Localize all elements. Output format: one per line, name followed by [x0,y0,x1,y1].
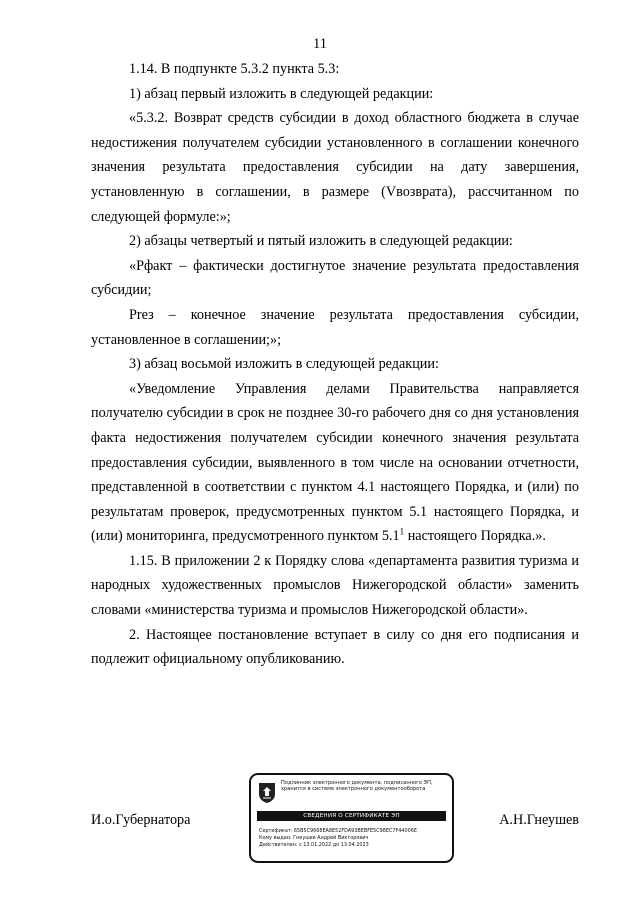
paragraph-item-1: 1) абзац первый изложить в следующей редакции: [129,85,434,102]
paragraph-item-2: 2) абзацы четвертый и пятый изложить в следующей редакции: [129,233,513,250]
notification-text: «Уведомление Управления делами Правительства направляется получателю субсидии в срок не позднее 30-го рабочего дня со дня установления факта недостижения получателем субсидии конечного значения результата предоставления субсидии, выявленного в том числе на основании отчетности, представленной в соответствии с пунктом 4.1 настоящего Порядка, и (или) по результатам проверок, предусмотренных пунктом 5.1 настоящего Порядка, и (или) мониторинга, предусмотренного пунктом 5.1 [91,380,579,545]
stamp-title-bar: СВЕДЕНИЯ О СЕРТИФИКАТЕ ЭП [257,811,446,821]
paragraph-rrez: Рrез – конечное значение результата предоставления субсидии, установленное в соглашении;»; [91,306,579,348]
document-body [91,57,579,672]
paragraph-quote-5-3-2: «5.3.2. Возврат средств субсидии в доход областного бюджета в случае недостижения получателем субсидии установленного в соглашении конечного значения результата предоставления субсидии на дату завершения, установленную в соглашении, в размере (Vвозврата), рассчитанном по следующей формуле:»; [91,110,579,225]
paragraph-1-14: 1.14. В подпункте 5.3.2 пункта 5.3: [129,61,340,77]
superscript-one: 1 [399,526,405,537]
paragraph-rfact: «Рфакт – фактически достигнутое значение результата предоставления субсидии; [91,257,579,299]
notification-tail: настоящего Порядка.». [404,528,546,545]
coat-of-arms-icon [258,782,276,804]
stamp-details [259,828,449,850]
stamp-header: Подлинник электронного документа, подписанного ЭП, хранится в системе электронного документооборота [281,780,433,793]
paragraph-notification [91,377,579,549]
paragraph-2-effective: 2. Настоящее постановление вступает в силу со дня его подписания и подлежит официальному опубликованию. [91,626,579,668]
paragraph-1-15: 1.15. В приложении 2 к Порядку слова «департамента развития туризма и народных художественных промыслов Нижегородской области» заменить словами «министерства туризма и промыслов Нижегородской области». [91,552,579,619]
stamp-certificate: Сертификат: 65B5C9668EA8E52FDA93BEBFE5C98EC7F44006E [259,828,417,834]
signature-position: И.о.Губернатора [91,812,191,828]
electronic-signature-stamp [249,773,454,863]
paragraph-item-3: 3) абзац восьмой изложить в следующей редакции: [129,356,439,373]
stamp-validity: Действителен: с 13.01.2022 до 13.04.2023 [259,842,369,849]
page-number: 11 [313,36,327,52]
stamp-issued-to: Кому выдан: Гнеушев Андрей Викторович [259,835,369,842]
signature-name: А.Н.Гнеушев [499,812,579,828]
